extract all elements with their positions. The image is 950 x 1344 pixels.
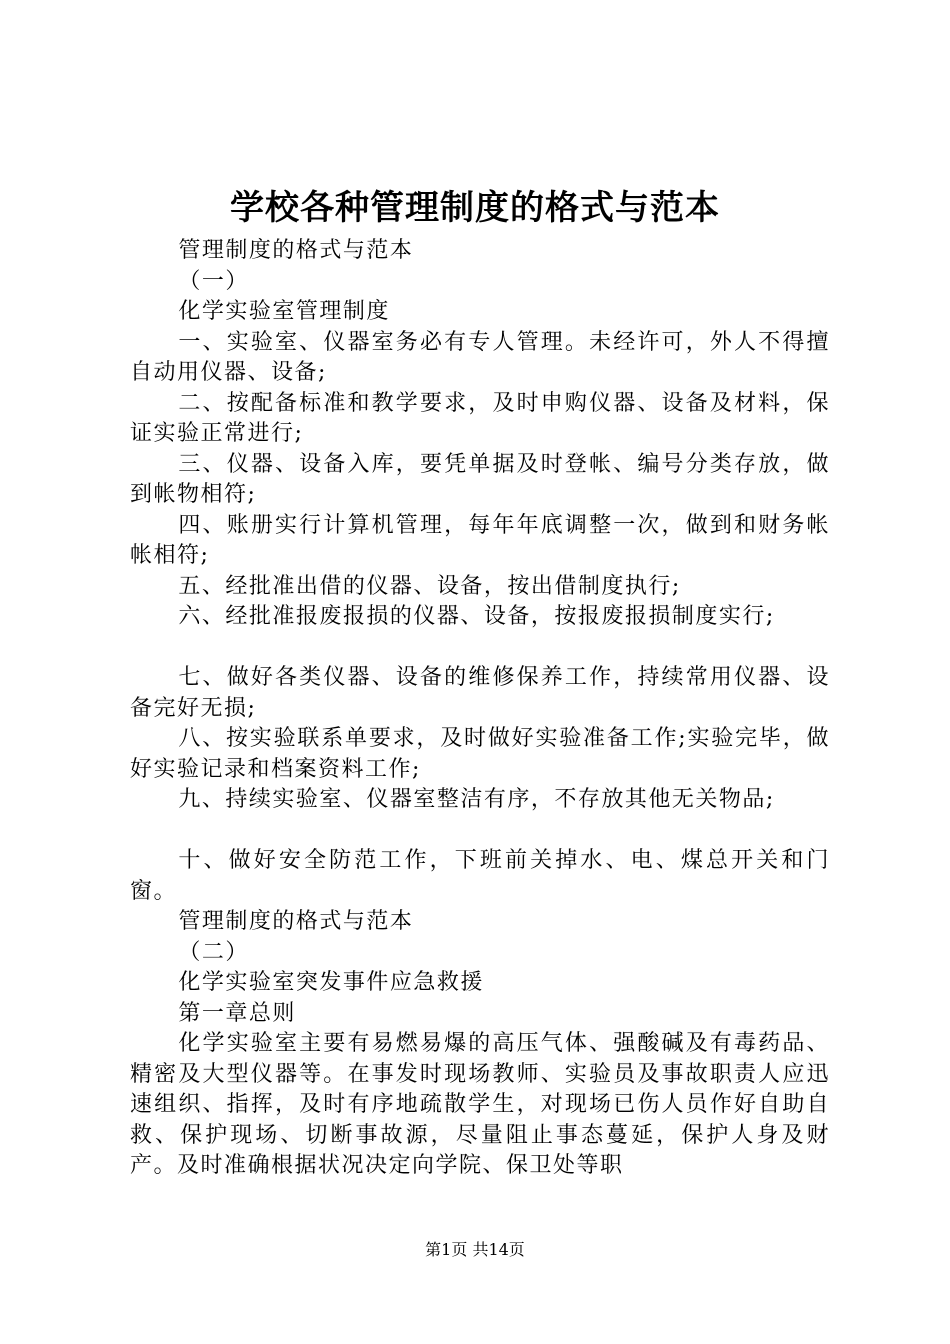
document-body bbox=[130, 236, 830, 1182]
paragraph-rule-1: 一、实验室、仪器室务必有专人管理。未经许可，外人不得擅自动用仪器、设备; bbox=[130, 329, 830, 385]
blank-line bbox=[130, 816, 830, 847]
paragraph-heading-2: 管理制度的格式与范本 bbox=[178, 909, 414, 934]
paragraph-heading: 管理制度的格式与范本 bbox=[178, 238, 414, 263]
paragraph-rule-7: 七、做好各类仪器、设备的维修保养工作，持续常用仪器、设备完好无损; bbox=[130, 665, 830, 721]
paragraph-rule-10: 十、做好安全防范工作，下班前关掉水、电、煤总开关和门窗。 bbox=[130, 848, 830, 904]
paragraph-rule-3: 三、仪器、设备入库，要凭单据及时登帐、编号分类存放，做到帐物相符; bbox=[130, 451, 830, 507]
paragraph-chapter-title: 第一章总则 bbox=[178, 1000, 296, 1026]
page-footer: 第1页 共14页 bbox=[425, 1240, 525, 1259]
paragraph-rule-4: 四、账册实行计算机管理，每年年底调整一次，做到和财务帐帐相符; bbox=[130, 512, 830, 568]
paragraph-subtitle-2: 化学实验室突发事件应急救援 bbox=[178, 970, 484, 995]
blank-line bbox=[130, 633, 830, 664]
document-title: 学校各种管理制度的格式与范本 bbox=[230, 188, 720, 228]
paragraph-section-number-2: （二） bbox=[178, 939, 249, 965]
paragraph-rule-5: 五、经批准出借的仪器、设备，按出借制度执行; bbox=[178, 573, 681, 599]
paragraph-rule-9: 九、持续实验室、仪器室整洁有序，不存放其他无关物品; bbox=[178, 787, 775, 812]
paragraph-subtitle: 化学实验室管理制度 bbox=[178, 299, 390, 324]
paragraph-rule-6: 六、经批准报废报损的仪器、设备，按报废报损制度实行; bbox=[178, 604, 775, 629]
paragraph-section-number: （一） bbox=[178, 268, 249, 294]
paragraph-chapter-body: 化学实验室主要有易燃易爆的高压气体、强酸碱及有毒药品、精密及大型仪器等。在事发时现场教师、实验员及事故职责人应迅速组织、指挥，及时有序地疏散学生，对现场已伤人员作好自助自救、保护现场、切断事故源，尽量阻止事态蔓延，保护人身及财产。及时准确根据状况决定向学院、保卫处等职 bbox=[130, 1031, 830, 1178]
paragraph-rule-8: 八、按实验联系单要求，及时做好实验准备工作;实验完毕，做好实验记录和档案资料工作; bbox=[130, 726, 830, 782]
paragraph-rule-2: 二、按配备标准和教学要求，及时申购仪器、设备及材料，保证实验正常进行; bbox=[130, 390, 830, 446]
